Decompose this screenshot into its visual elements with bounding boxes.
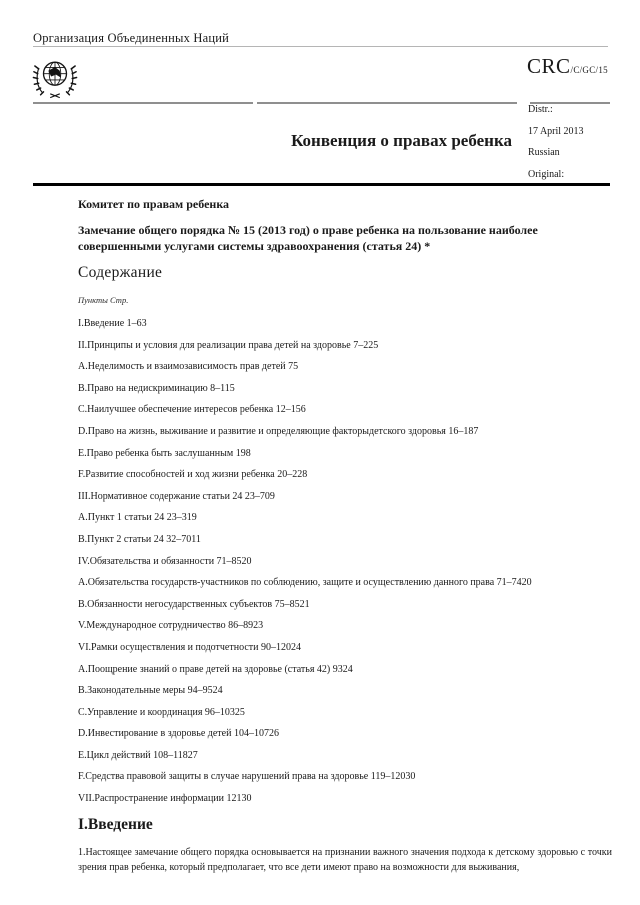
toc-entry: VI.Рамки осуществления и подотчетности 90–12024 <box>78 641 302 653</box>
toc-entry: IV.Обязательства и обязанности 71–8520 <box>78 555 252 567</box>
toc-entry: VII.Распространение информации 12130 <box>78 793 252 805</box>
org-name: Организация Объединенных Наций <box>33 31 230 45</box>
document-content <box>78 197 612 875</box>
committee-heading: Комитет по правам ребенка <box>78 197 230 211</box>
document-symbol <box>527 54 608 79</box>
toc-entry: II.Принципы и условия для реализации права детей на здоровье 7–225 <box>78 339 379 351</box>
intro-paragraph: 1.Настоящее замечание общего порядка основывается на признании важного значения подхода к детскому здоровью с точки зрения прав ребенка, который предполагает, что все дети имеют право на возможности для выживания, <box>78 846 612 873</box>
toc-entry: E.Цикл действий 108–11827 <box>78 749 198 761</box>
document-symbol-suffix: /C/GC/15 <box>570 65 608 75</box>
toc-entry: F.Развитие способностей и ход жизни ребенка 20–228 <box>78 469 308 481</box>
toc-entry: A.Поощрение знаний о праве детей на здоровье (статья 42) 9324 <box>78 663 353 675</box>
toc-entry: D.Инвестирование в здоровье детей 104–10726 <box>78 728 279 740</box>
distribution-block <box>528 104 584 190</box>
toc-entry: B.Обязанности негосударственных субъектов 75–8521 <box>78 598 310 610</box>
toc-entry: I.Введение 1–63 <box>78 318 147 329</box>
toc-entry: B.Законодательные меры 94–9524 <box>78 685 223 697</box>
contents-column-labels: Пункты Стр. <box>78 295 129 305</box>
header-bottom-rule <box>33 183 610 186</box>
distr-date: 17 April 2013 <box>528 125 584 137</box>
toc-entry: E.Право ребенка быть заслушанным 198 <box>78 447 251 459</box>
table-of-contents <box>78 318 612 805</box>
distr-original-label: Original: <box>528 168 565 180</box>
toc-entry: A.Неделимость и взаимозависимость прав детей 75 <box>78 361 299 373</box>
distr-label: Distr.: <box>528 104 553 115</box>
divider-left-segment <box>33 102 253 104</box>
general-comment-title: Замечание общего порядка № 15 (2013 год) о праве ребенка на пользование наиболее совершенными услугами системы здравоохранения (статья 24) * <box>78 223 538 253</box>
toc-entry: III.Нормативное содержание статьи 24 23–709 <box>78 490 275 502</box>
distr-language: Russian <box>528 147 560 158</box>
contents-heading: Содержание <box>78 264 163 281</box>
toc-entry: A.Пункт 1 статьи 24 23–319 <box>78 512 197 524</box>
document-symbol-main: CRC <box>527 54 571 78</box>
toc-entry: F.Средства правовой защиты в случае нарушений права на здоровье 119–12030 <box>78 771 416 783</box>
toc-entry: C.Управление и координация 96–10325 <box>78 706 245 718</box>
header-top-rule <box>33 46 608 47</box>
page-title: Конвенция о правах ребенка <box>291 131 512 150</box>
divider-mid-segment <box>257 102 517 104</box>
toc-entry: V.Международное сотрудничество 86–8923 <box>78 620 264 632</box>
toc-entry: D.Право на жизнь, выживание и развитие и определяющие факторыдетского здоровья 16–187 <box>78 425 479 437</box>
toc-entry: A.Обязательства государств-участников по соблюдению, защите и осуществлению данного права 71–7420 <box>78 577 532 589</box>
toc-entry: B.Пункт 2 статьи 24 32–7011 <box>78 533 201 545</box>
un-emblem-icon <box>32 54 78 101</box>
section-heading-introduction: I.Введение <box>78 815 153 833</box>
toc-entry: C.Наилучшее обеспечение интересов ребенка 12–156 <box>78 404 306 416</box>
toc-entry: B.Право на недискриминацию 8–115 <box>78 382 235 394</box>
